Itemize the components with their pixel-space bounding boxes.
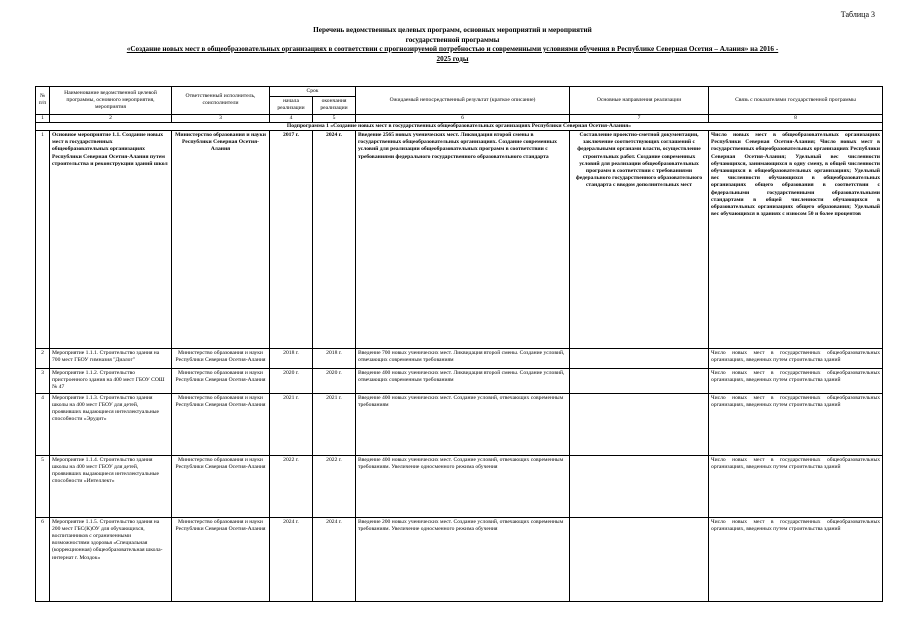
row-number: 6 <box>36 517 50 601</box>
row-name: Мероприятие 1.1.4. Строительство здания школы на 400 мест ГБОУ для детей, проявивших выдающиеся интеллектуальные способности «Интеллект» <box>50 455 172 517</box>
row-result: Введение 400 новых ученических мест. Создание условий, отвечающих современным требованиям. Увеличение односменного режима обучения <box>356 455 570 517</box>
header-name: Наименование ведомственной целевой программы, основного мероприятия, мероприятия <box>50 87 172 115</box>
row-result: Введение 200 новых ученических мест. Создание условий, отвечающих современным требованиям. Увеличение односменного режима обучения <box>356 517 570 601</box>
column-number: 7 <box>570 114 709 122</box>
row-end: 2022 г. <box>313 455 356 517</box>
row-executor: Министерство образования и науки Республики Северная Осетия-Алания <box>172 369 270 394</box>
row-end: 2018 г. <box>313 349 356 369</box>
row-link: Число новых мест в государственных общеобразовательных организациях, введенных путем строительства зданий <box>709 517 883 601</box>
row-executor: Министерство образования и науки Республики Северная Осетия-Алания <box>172 131 270 349</box>
row-link: Число новых мест в государственных общеобразовательных организациях, введенных путем строительства зданий <box>709 369 883 394</box>
header-end: окончания реализации <box>313 97 356 114</box>
column-numbers-row <box>36 114 883 122</box>
header-result: Ожидаемый непосредственный результат (краткое описание) <box>356 87 570 115</box>
header-directions: Основные направления реализации <box>570 87 709 115</box>
row-end: 2024 г. <box>313 131 356 349</box>
row-name: Мероприятие 1.1.3. Строительство здания школы на 400 мест ГБОУ для детей, проявивших выдающиеся интеллектуальные способности «Эрудит» <box>50 393 172 455</box>
header-link: Связь с показателями государственной программы <box>709 87 883 115</box>
row-executor: Министерство образования и науки Республики Северная Осетия-Алания <box>172 455 270 517</box>
column-number: 4 <box>270 114 313 122</box>
table-row <box>36 455 883 517</box>
table-number-label: Таблица 3 <box>840 10 875 19</box>
title-line-1: Перечень ведомственных целевых программ, основных мероприятий и мероприятий <box>313 26 592 34</box>
row-name: Мероприятие 1.1.5. Строительство здания на 200 мест ГБС(К)ОУ для обучающихся, воспитанников с ограниченными возможностями здоровья «Специальная (коррекционная) общеобразовательная школа-интернат г. Моздок» <box>50 517 172 601</box>
row-end: 2021 г. <box>313 393 356 455</box>
row-name: Мероприятие 1.1.1. Строительство здания на 700 мест ГБОУ гимназия "Диалог" <box>50 349 172 369</box>
title-line-4: 2025 годы <box>436 54 469 63</box>
row-start: 2018 г. <box>270 349 313 369</box>
row-link: Число новых мест в государственных общеобразовательных организациях, введенных путем строительства зданий <box>709 455 883 517</box>
column-number: 3 <box>172 114 270 122</box>
row-number: 5 <box>36 455 50 517</box>
table-row <box>36 393 883 455</box>
row-result: Введение 400 новых ученических мест. Ликвидация второй смены. Создание условий, отвечающих современным требованиям <box>356 369 570 394</box>
table-row <box>36 131 883 349</box>
column-number: 6 <box>356 114 570 122</box>
title-line-3: «Создание новых мест в общеобразовательных организациях в соответствии с прогнозируемой потребностью и современными условиями обучения в Республике Северная Осетия – Алания» на 2016 - <box>126 45 779 53</box>
header-start: начала реализации <box>270 97 313 114</box>
row-directions <box>570 393 709 455</box>
row-name: Мероприятие 1.1.2. Строительство пристроенного здания на 400 мест ГБОУ СОШ № 47 <box>50 369 172 394</box>
row-start: 2022 г. <box>270 455 313 517</box>
table-row <box>36 369 883 394</box>
row-end: 2020 г. <box>313 369 356 394</box>
row-number: 3 <box>36 369 50 394</box>
row-directions: Составление проектно-сметной документации, заключение соответствующих соглашений с федеральными органами власти, осуществление строительных работ. Создание современных условий для реализации общеобразовательных программ в соответствии с требованиями федерального государственного образовательного стандарта с вводом дополнительных мест <box>570 131 709 349</box>
column-number: 2 <box>50 114 172 122</box>
row-start: 2024 г. <box>270 517 313 601</box>
row-link: Число новых мест в общеобразовательных организациях Республики Северная Осетия-Алания; Число новых мест в государственных общеобразовательных организациях Республики Северная Осетия-Алания; Удельный вес численности обучающихся, занимающихся в одну смену, в общей численности обучающихся в общеобразовательных организациях; Удельный вес численности обучающихся в общеобразовательных организациях общего образования в соответствии с федеральными государственными образовательными стандартами в общей численности обучающихся в образовательных организациях общего образования; Удельный вес обучающихся в зданиях с износом 50 и более процентов <box>709 131 883 349</box>
row-executor: Министерство образования и науки Республики Северная Осетия-Алания <box>172 393 270 455</box>
row-result: Введение 2565 новых ученических мест. Ликвидация второй смены в государственных общеобразовательных организациях. Создание современных условий для реализации общеобразовательных программ в соответствии с требованиями федерального государственного образовательного стандарта <box>356 131 570 349</box>
row-directions <box>570 349 709 369</box>
programs-table <box>35 86 883 602</box>
row-directions <box>570 517 709 601</box>
row-start: 2020 г. <box>270 369 313 394</box>
row-end: 2024 г. <box>313 517 356 601</box>
row-name: Основное мероприятие 1.1. Создание новых мест в государственных общеобразовательных организациях Республики Северная Осетия-Алания путем строительства и реконструкции зданий школ <box>50 131 172 349</box>
subprogram-row <box>36 122 883 130</box>
column-number: 5 <box>313 114 356 122</box>
row-result: Введение 400 новых ученических мест. Создание условий, отвечающих современным требованиям <box>356 393 570 455</box>
title-line-2: государственной программы <box>405 35 500 44</box>
row-number: 4 <box>36 393 50 455</box>
row-number: 1 <box>36 131 50 349</box>
document-title <box>40 26 865 64</box>
row-directions <box>570 455 709 517</box>
subprogram-title: Подпрограмма 1 «Создание новых мест в государственных общеобразовательных организациях Республики Северная Осетия-Алания» <box>36 122 883 130</box>
column-number: 1 <box>36 114 50 122</box>
table-row <box>36 349 883 369</box>
row-start: 2021 г. <box>270 393 313 455</box>
row-result: Введение 700 новых ученических мест. Ликвидация второй смены. Создание условий, отвечающих современным требованиям <box>356 349 570 369</box>
row-link: Число новых мест в государственных общеобразовательных организациях, введенных путем строительства зданий <box>709 393 883 455</box>
table-row <box>36 517 883 601</box>
row-executor: Министерство образования и науки Республики Северная Осетия-Алания <box>172 517 270 601</box>
row-link: Число новых мест в государственных общеобразовательных организациях, введенных путем строительства зданий <box>709 349 883 369</box>
row-directions <box>570 369 709 394</box>
row-executor: Министерство образования и науки Республики Северная Осетия-Алания <box>172 349 270 369</box>
row-number: 2 <box>36 349 50 369</box>
header-term: Срок <box>270 87 356 97</box>
column-number: 8 <box>709 114 883 122</box>
header-num: № п/п <box>36 87 50 115</box>
row-start: 2017 г. <box>270 131 313 349</box>
header-executor: Ответственный исполнитель, соисполнители <box>172 87 270 115</box>
